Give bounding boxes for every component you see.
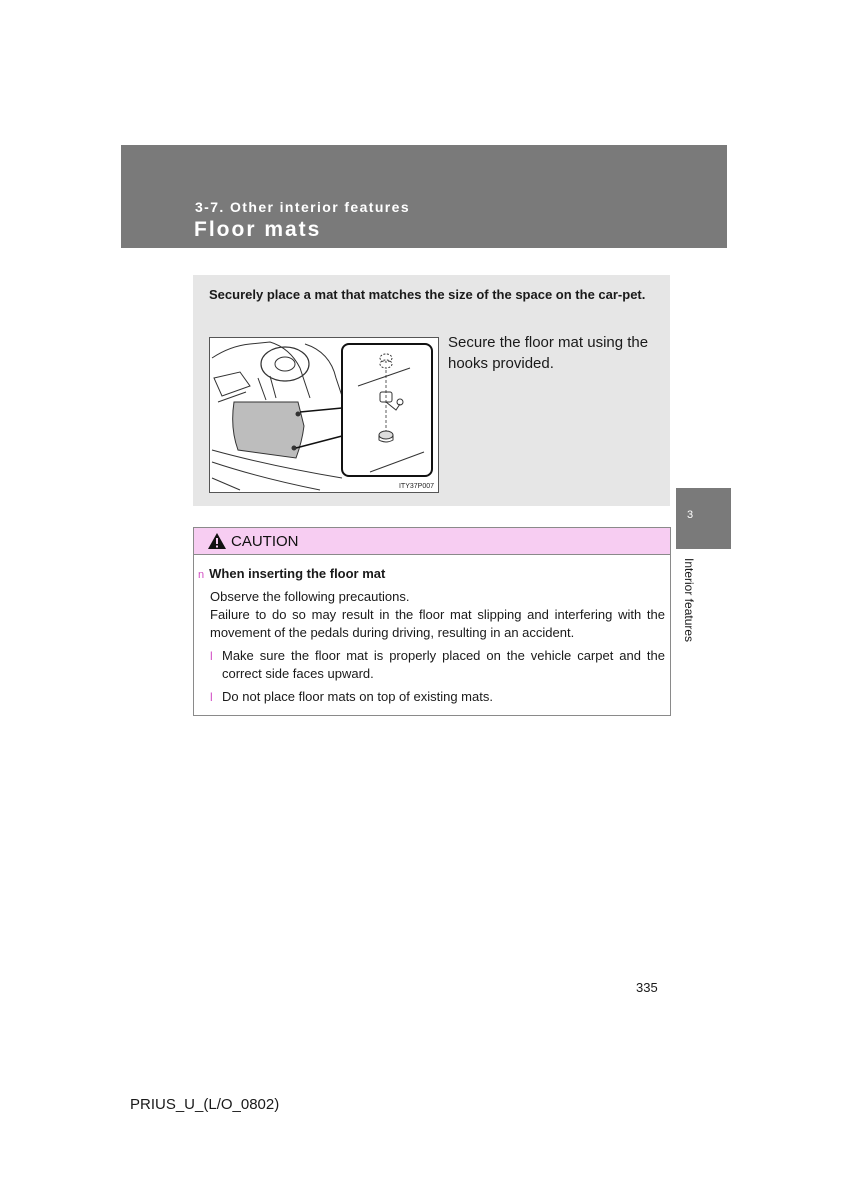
caution-list bbox=[210, 647, 665, 706]
figure-code: ITY37P007 bbox=[398, 483, 434, 490]
floor-mat-illustration bbox=[209, 337, 439, 493]
figure-caption: Secure the floor mat using the hooks provided. bbox=[448, 334, 649, 372]
page-number: 335 bbox=[636, 980, 658, 995]
caution-body bbox=[210, 588, 665, 706]
footer-code: PRIUS_U_(L/O_0802) bbox=[130, 1096, 280, 1113]
caution-header bbox=[194, 528, 670, 555]
section-label: 3-7. Other interior features bbox=[195, 199, 411, 215]
caution-box bbox=[193, 527, 671, 716]
instruction-box bbox=[193, 275, 670, 506]
caution-heading bbox=[198, 566, 385, 581]
floor-mat-drawing bbox=[210, 338, 438, 492]
caution-body-2: Failure to do so may result in the floor mat slipping and interfering with the movement of the pedals during driving, resulting in an accident. bbox=[210, 607, 665, 640]
chapter-label: Interior features bbox=[682, 558, 696, 643]
section-header bbox=[121, 145, 727, 248]
list-item-text: Make sure the floor mat is properly placed on the vehicle carpet and the correct side faces upward. bbox=[222, 648, 665, 681]
heading-bullet: n bbox=[198, 569, 205, 581]
chapter-number: 3 bbox=[687, 509, 694, 521]
list-item bbox=[210, 688, 665, 706]
chapter-tab bbox=[676, 488, 731, 549]
item-bullet: l bbox=[210, 649, 213, 663]
warning-triangle-icon bbox=[207, 532, 227, 550]
intro-text: Securely place a mat that matches the size of the space on the car-pet. bbox=[209, 287, 646, 302]
item-bullet: l bbox=[210, 690, 213, 704]
caution-body-1: Observe the following precautions. bbox=[210, 589, 410, 604]
page-title: Floor mats bbox=[194, 218, 322, 241]
list-item-text: Do not place floor mats on top of existing mats. bbox=[222, 689, 493, 704]
caution-label: CAUTION bbox=[231, 533, 299, 550]
list-item bbox=[210, 647, 665, 683]
caution-heading-text: When inserting the floor mat bbox=[209, 566, 386, 581]
